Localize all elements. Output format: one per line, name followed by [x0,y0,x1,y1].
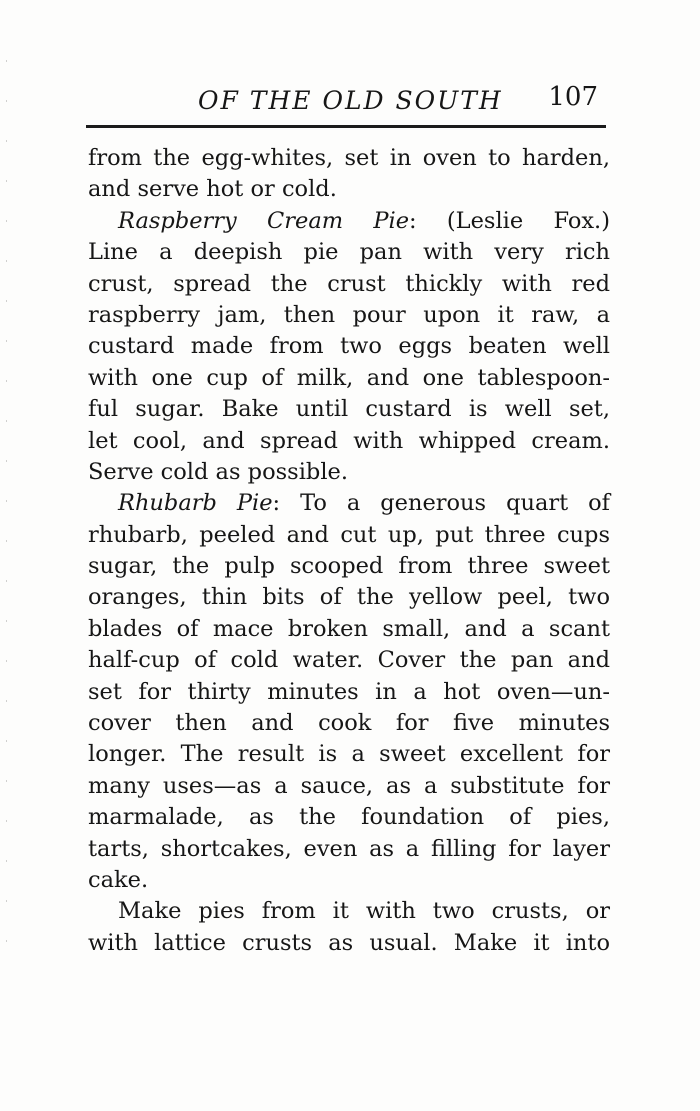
line-text: from the egg-whites, set in oven to harden, [88,145,610,171]
line-text: marmalade, as the foundation of pies, [88,804,610,831]
text-line [88,865,610,896]
text-line [88,426,610,457]
body-text [88,143,610,959]
line-text: set for thirty minutes in a hot oven—un- [88,678,610,705]
line-text: half-cup of cold water. Cover the pan and [88,647,610,674]
line-text: Serve cold as possible. [88,458,348,485]
line-text: : (Leslie Fox.) [409,207,610,234]
text-line [88,551,610,582]
text-line [88,677,610,708]
line-text: Line a deepish pie pan with very rich [88,239,610,266]
text-line [88,645,610,676]
line-text: let cool, and spread with whipped cream. [88,427,610,454]
recipe-heading-line [88,488,610,519]
recipe-title: Raspberry Cream Pie [118,207,410,234]
line-text: sugar, the pulp scooped from three sweet [88,553,610,580]
line-text: crust, spread the crust thickly with red [88,270,610,297]
text-line [88,363,610,394]
line-text: and serve hot or cold. [88,176,337,203]
line-text: with one cup of milk, and one tablespoon- [88,364,610,391]
line-text: longer. The result is a sweet excellent for [88,741,610,768]
line-text: oranges, thin bits of the yellow peel, two [88,584,610,611]
text-line [88,269,610,300]
line-text: ful sugar. Bake until custard is well set, [88,396,610,423]
text-line [88,739,610,770]
text-line [88,834,610,865]
header-rule [86,125,606,128]
text-line [88,300,610,331]
text-line [88,174,610,205]
text-line [88,582,610,613]
recipe-title: Rhubarb Pie [118,490,273,517]
text-line [88,237,610,268]
text-line [88,708,610,739]
line-text: with lattice crusts as usual. Make it into [88,929,610,956]
text-line [88,331,610,362]
line-text: cake. [88,866,149,893]
page-edge-speckle [6,60,7,960]
page-header [86,80,606,120]
text-line [88,520,610,551]
text-line [88,802,610,833]
line-text: many uses—as a sauce, as a substitute for [88,772,610,799]
line-text: : To a generous quart of [272,490,611,517]
line-text: custard made from two eggs beaten well [88,333,610,360]
line-text: raspberry jam, then pour upon it raw, a [88,301,610,328]
running-head: OF THE OLD SOUTH [198,86,503,115]
line-text: Make pies from it with two crusts, or [118,898,610,925]
text-line [88,928,610,959]
text-line [88,394,610,425]
line-text: rhubarb, peeled and cut up, put three cups [88,521,610,548]
text-line [88,896,610,927]
line-text: cover then and cook for five minutes [88,710,610,737]
text-line [88,143,610,174]
page-number: 107 [548,82,598,112]
recipe-heading-line [88,206,610,237]
line-text: tarts, shortcakes, even as a filling for layer [88,835,610,862]
text-line [88,614,610,645]
text-line [88,771,610,802]
line-text: blades of mace broken small, and a scant [88,615,610,642]
text-line [88,457,610,488]
